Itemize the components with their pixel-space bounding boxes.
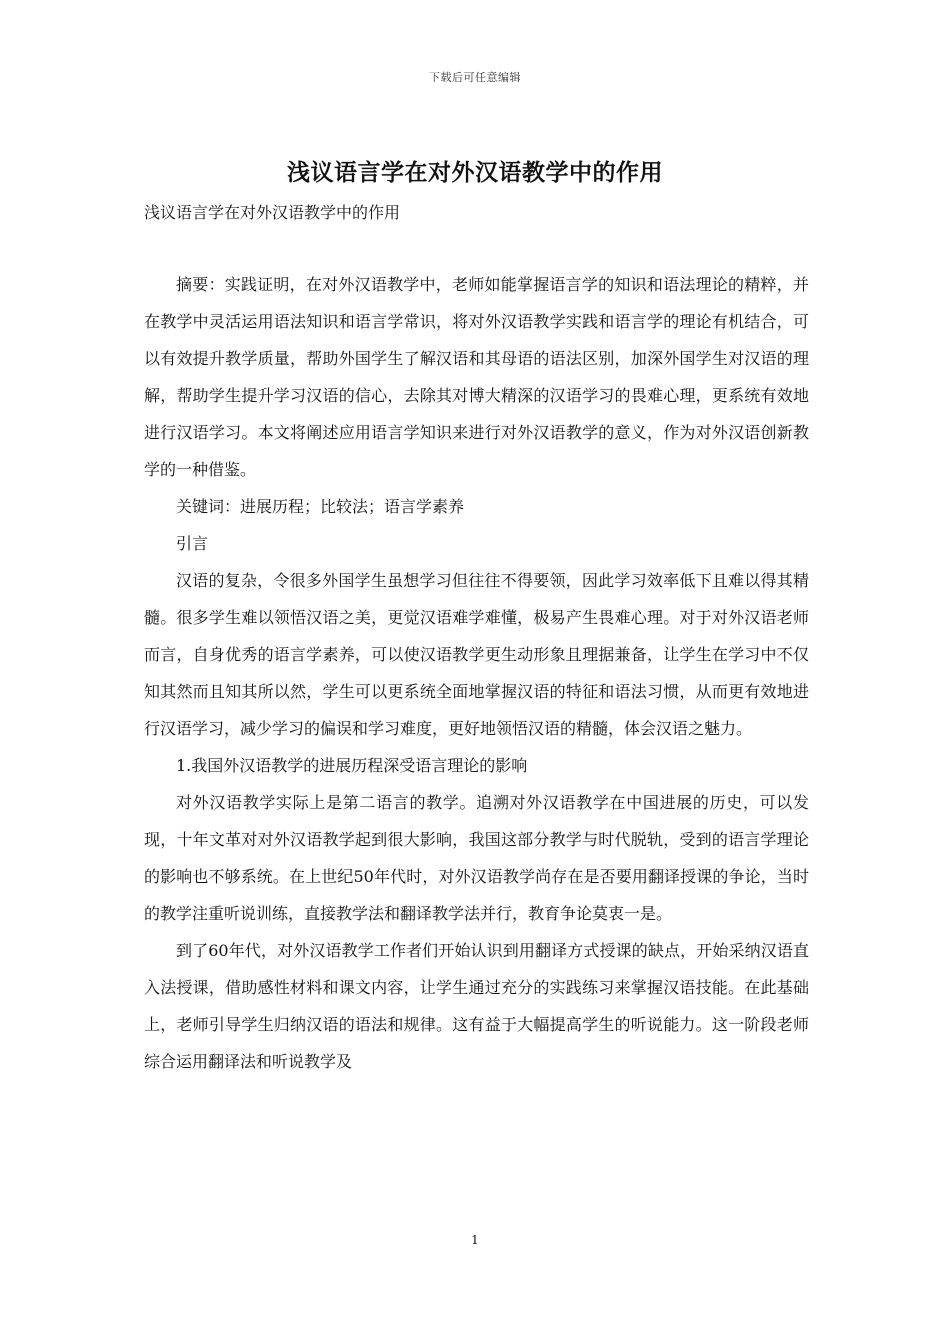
section-1-paragraph-1: 对外汉语教学实际上是第二语言的教学。追溯对外汉语教学在中国进展的历史，可以发现，十年文革对对外汉语教学起到很大影响，我国这部分教学与时代脱轨，受到的语言学理论的影响也不够系统。在上世纪50年代时，对外汉语教学尚存在是否要用翻译授课的争论，当时的教学注重听说训练，直接教学法和翻译教学法并行，教育争论莫衷一是。 xyxy=(144,793,809,923)
section-1-paragraph-2: 到了60年代，对外汉语教学工作者们开始认识到用翻译方式授课的缺点，开始采纳汉语直入法授课，借助感性材料和课文内容，让学生通过充分的实践练习来掌握汉语技能。在此基础上，老师引导学生归纳汉语的语法和规律。这有益于大幅提高学生的听说能力。这一阶段老师综合运用翻译法和听说教学及 xyxy=(144,941,809,1071)
introduction-heading: 引言 xyxy=(176,534,209,553)
introduction-paragraph: 汉语的复杂，令很多外国学生虽想学习但往往不得要领，因此学习效率低下且难以得其精髓。很多学生难以领悟汉语之美，更觉汉语难学难懂，极易产生畏难心理。对于对外汉语老师而言，自身优秀的语言学素养，可以使汉语教学更生动形象且理据兼备，让学生在学习中不仅知其然而且知其所以然，学生可以更系统全面地掌握汉语的特征和语法习惯，从而更有效地进行汉语学习，减少学习的偏误和学习难度，更好地领悟汉语的精髓，体会汉语之魅力。 xyxy=(144,571,809,738)
document-title: 浅议语言学在对外汉语教学中的作用 xyxy=(287,159,663,186)
abstract-paragraph: 摘要：实践证明，在对外汉语教学中，老师如能掌握语言学的知识和语法理论的精粹，并在教学中灵活运用语法知识和语言学常识，将对外汉语教学实践和语言学的理论有机结合，可以有效提升教学质量，帮助外国学生了解汉语和其母语的语法区别，加深外国学生对汉语的理解，帮助学生提升学习汉语的信心，去除其对博大精深的汉语学习的畏难心理，更系统有效地进行汉语学习。本文将阐述应用语言学知识来进行对外汉语教学的意义，作为对外汉语创新教学的一种借鉴。 xyxy=(144,275,809,479)
document-body xyxy=(144,266,809,1080)
page-number: 1 xyxy=(471,1233,479,1247)
page-header-note: 下载后可任意编辑 xyxy=(429,71,521,84)
keywords-paragraph: 关键词：进展历程；比较法；语言学素养 xyxy=(176,497,465,516)
section-1-heading: 1.我国外汉语教学的进展历程深受语言理论的影响 xyxy=(176,756,528,775)
document-subtitle: 浅议语言学在对外汉语教学中的作用 xyxy=(144,203,401,222)
